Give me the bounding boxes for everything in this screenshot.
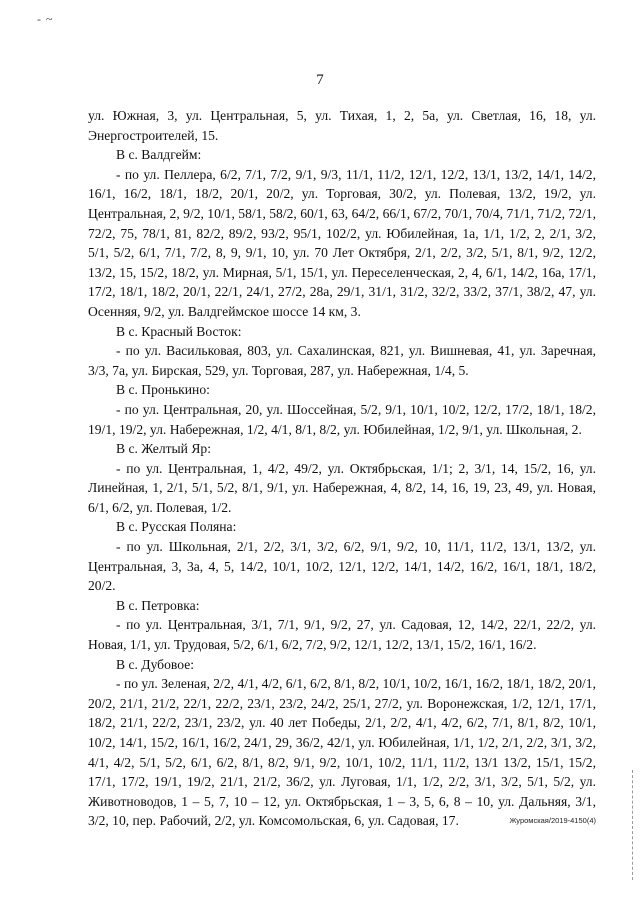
page-number: 7: [316, 72, 324, 88]
address-list-zhelty-yar: - по ул. Центральная, 1, 4/2, 49/2, ул. Октябрьская, 1/1; 2, 3/1, 14, 15/2, 16, ул. Линейная, 1, 2/1, 5/1, 5/2, 8/1, 9/1, ул. Набережная, 4, 8/2, 14, 16, 19, 23, 49, ул. Новая, 6/1, 6/2, ул. Полевая, 1/2.: [88, 460, 596, 515]
document-footer-code: Журомская/2019-4150(4): [509, 816, 596, 825]
village-heading-dubovoe: В с. Дубовое:: [116, 656, 194, 672]
scan-corner-mark: - ~: [37, 12, 54, 26]
village-heading-pronkino: В с. Пронькино:: [116, 382, 210, 398]
paragraph-continuation: ул. Южная, 3, ул. Центральная, 5, ул. Тихая, 1, 2, 5а, ул. Светлая, 16, 18, ул. Энергостроителей, 15.: [88, 108, 596, 143]
village-heading-russkaya-polyana: В с. Русская Поляна:: [116, 519, 237, 535]
address-list-valdgeim: - по ул. Пеллера, 6/2, 7/1, 7/2, 9/1, 9/3, 11/1, 11/2, 12/1, 12/2, 13/1, 13/2, 14/1, 14/2, 16/1, 16/2, 18/1, 18/2, 20/1, 20/2, ул. Торговая, 30/2, ул. Полевая, 13/2, 19/2, ул. Центральная, 2, 9/2, 10/1, 58/1, 58/2, 60/1, 63, 64/2, 66/1, 67/2, 70/1, 70/4, 71/1, 71/2, 72/1, 72/2, 75, 78/1, 81, 82/2, 89/2, 93/2, 95/1, 102/2, ул. Юбилейная, 1а, 1/1, 1/2, 2, 2/1, 3/2, 5/1, 5/2, 6/1, 7/1, 7/2, 8, 9, 9/1, 10, ул. 70 Лет Октября, 2/1, 2/2, 3/2, 5/1, 8/1, 9/2, 12/2, 13/2, 15, 15/2, 18/2, ул. Мирная, 5/1, 15/1, ул. Переселенческая, 2, 4, 6/1, 14/2, 16а, 17/1, 17/2, 18/1, 18/2, 20/1, 22/1, 24/1, 27/2, 28а, 29/1, 31/1, 31/2, 32/2, 33/2, 37/1, 38/2, 47, ул. Осенняя, 9/2, ул. Валдгеймское шоссе 14 км, 3.: [88, 166, 596, 319]
scan-edge-line: [632, 770, 634, 880]
village-heading-krasny-vostok: В с. Красный Восток:: [116, 323, 242, 339]
address-list-dubovoe: - по ул. Зеленая, 2/2, 4/1, 4/2, 6/1, 6/2, 8/1, 8/2, 10/1, 10/2, 16/1, 16/2, 18/1, 18/2, 20/1, 20/2, 21/1, 21/2, 22/1, 22/2, 23/1, 23/2, 24/2, 25/1, 27/2, ул. Воронежская, 1/2, 12/1, 17/1, 18/2, 21/1, 22/2, 23/1, 23/2, ул. 40 лет Победы, 2/1, 2/2, 4/1, 4/2, 6/2, 7/1, 8/1, 8/2, 10/1, 10/2, 14/1, 15/2, 16/1, 16/2, 24/1, 29, 36/2, 42/1, ул. Юбилейная, 1/1, 1/2, 2/1, 2/2, 3/1, 3/2, 4/1, 4/2, 5/1, 5/2, 6/1, 6/2, 8/1, 8/2, 9/1, 9/2, 10/1, 10/2, 11/1, 11/2, 13/1 13/2, 15/1, 15/2, 17/1, 17/2, 19/1, 19/2, 21/1, 21/2, 36/2, ул. Луговая, 1/1, 1/2, 2/2, 3/1, 3/2, 5/1, 5/2, ул. Животноводов, 1 – 5, 7, 10 – 12, ул. Октябрьская, 1 – 3, 5, 6, 8 – 10, ул. Дальняя, 3/1, 3/2, 10, пер. Рабочий, 2/2, ул. Комсомольская, 6, ул. Садовая, 17.: [88, 676, 596, 829]
village-heading-zhelty-yar: В с. Желтый Яр:: [116, 441, 211, 457]
village-heading-petrovka: В с. Петровка:: [116, 597, 200, 613]
address-list-pronkino: - по ул. Центральная, 20, ул. Шоссейная, 5/2, 9/1, 10/1, 10/2, 12/2, 17/2, 18/1, 18/2, 19/1, 19/2, ул. Набережная, 1/2, 4/1, 8/1, 8/2, ул. Юбилейная, 1/2, 9/1, ул. Школьная, 2.: [88, 401, 596, 437]
address-list-russkaya-polyana: - по ул. Школьная, 2/1, 2/2, 3/1, 3/2, 6/2, 9/1, 9/2, 10, 11/1, 11/2, 13/1, 13/2, ул. Центральная, 3, 3а, 4, 5, 14/2, 10/1, 10/2, 12/1, 12/2, 14/1, 14/2, 16/2, 16/1, 18/1, 18/2, 20/2.: [88, 539, 596, 594]
address-list-krasny-vostok: - по ул. Васильковая, 803, ул. Сахалинская, 821, ул. Вишневая, 41, ул. Заречная, 3/3, 7а, ул. Бирская, 529, ул. Торговая, 287, ул. Набережная, 1/4, 5.: [88, 343, 596, 378]
address-list-petrovka: - по ул. Центральная, 3/1, 7/1, 9/1, 9/2, 27, ул. Садовая, 12, 14/2, 22/1, 22/2, ул. Новая, 1/1, ул. Трудовая, 5/2, 6/1, 6/2, 7/2, 9/2, 12/1, 12/2, 13/1, 15/2, 16/1, 16/2.: [88, 617, 596, 653]
village-heading-valdgeim: В с. Валдгейм:: [116, 147, 202, 163]
document-body: [88, 106, 596, 831]
